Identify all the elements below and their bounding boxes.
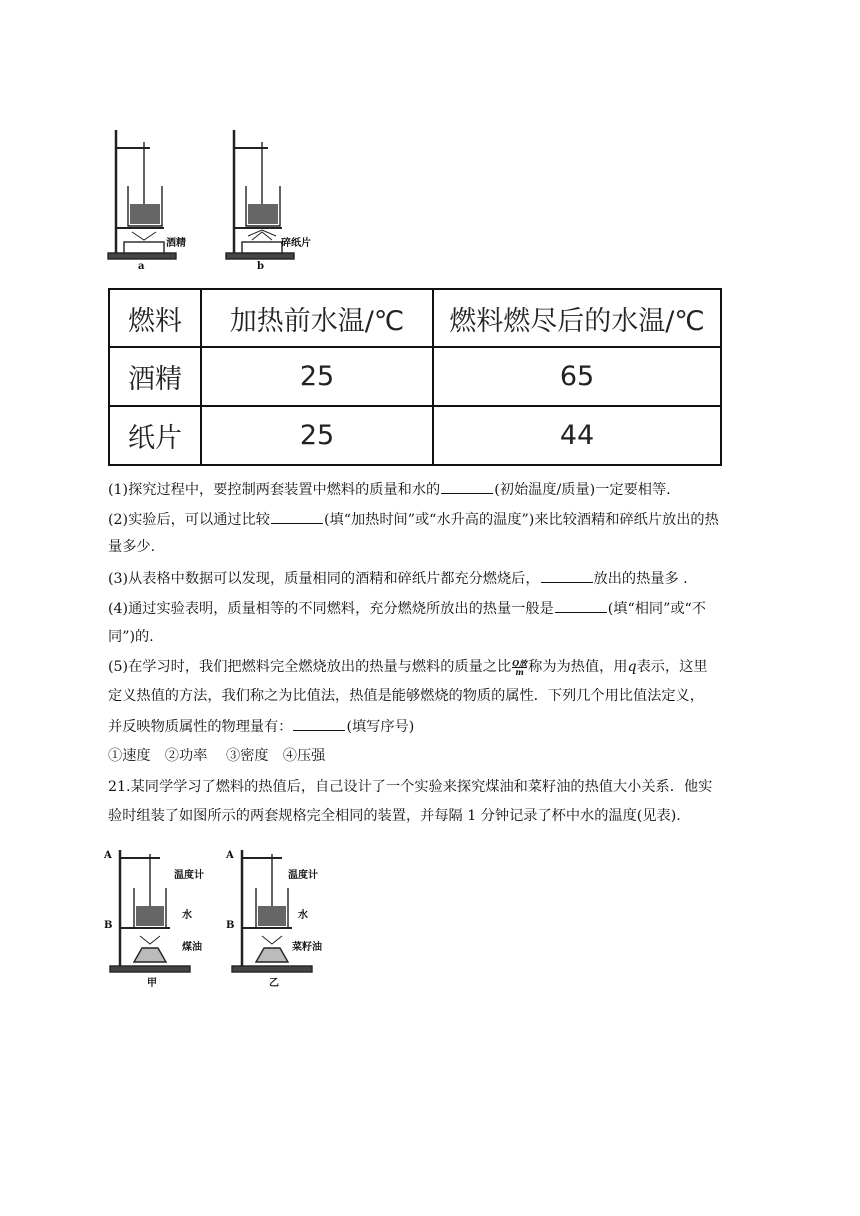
answer-blank — [441, 479, 493, 494]
yi-thermometer-label: 温度计 — [288, 870, 318, 881]
answer-blank — [293, 716, 345, 731]
question-5-line3: 并反映物质属性的物理量有： (填写序号) — [108, 716, 728, 737]
question-1: (1)探究过程中，要控制两套装置中燃料的质量和水的 (初始温度/质量)一定要相等. — [108, 479, 728, 500]
answer-blank — [541, 568, 593, 583]
apparatus-figure-bottom — [102, 844, 342, 990]
table-cell: 25 — [201, 347, 433, 406]
apparatus-b-caption: b — [257, 261, 264, 272]
table-cell: 44 — [433, 406, 721, 465]
table-header-cell: 燃料 — [109, 289, 201, 347]
question-5-line2: 定义热值的方法，我们称之为比值法，热值是能够燃烧的物质的属性．下列几个用比值法定义， — [108, 688, 704, 704]
answer-blank — [271, 509, 323, 524]
fuel-temperature-table — [108, 288, 722, 466]
table-cell: 25 — [201, 406, 433, 465]
jia-fuel-label: 煤油 — [182, 942, 202, 953]
question-5: (5)在学习时，我们把燃料完全燃烧放出的热量与燃料的质量之比 $\frac{\text{Q放}}{m}$ 称为为热值，用q表示，这里 — [108, 657, 708, 677]
question-4-cont: 同”)的. — [108, 629, 154, 645]
question-4: (4)通过实验表明，质量相等的不同燃料，充分燃烧所放出的热量一般是 (填“相同”或“不 — [108, 598, 728, 619]
yi-label-B: B — [226, 920, 235, 931]
question-3: (3)从表格中数据可以发现，质量相同的酒精和碎纸片都充分燃烧后， 放出的热量多 . — [108, 568, 728, 589]
question-21-line2: 验时组装了如图所示的两套规格完全相同的装置，并每隔 1 分钟记录了杯中水的温度(见表). — [108, 808, 681, 824]
table-cell: 65 — [433, 347, 721, 406]
question-21-line1: 21.某同学学习了燃料的热值后，自己设计了一个实验来探究煤油和菜籽油的热值大小关系．他实 — [108, 779, 713, 795]
question-5-options: ①速度 ②功率 ③密度 ④压强 — [108, 748, 326, 764]
question-2-cont: 量多少. — [108, 539, 156, 555]
apparatus-b-fuel-label: 碎纸片 — [281, 238, 311, 249]
table-row — [109, 406, 721, 465]
table-header-cell: 加热前水温/℃ — [201, 289, 433, 347]
table-header-cell: 燃料燃尽后的水温/℃ — [433, 289, 721, 347]
question-2: (2)实验后，可以通过比较 (填“加热时间”或“水升高的温度”)来比较酒精和碎纸片放出的热 — [108, 509, 728, 530]
apparatus-a-fuel-label: 酒精 — [166, 238, 186, 249]
jia-thermometer-label: 温度计 — [174, 870, 204, 881]
table-cell: 酒精 — [109, 347, 201, 406]
jia-label-A: A — [104, 850, 112, 861]
yi-fuel-label: 菜籽油 — [292, 942, 322, 953]
table-header-row — [109, 289, 721, 347]
yi-label-A: A — [226, 850, 234, 861]
apparatus-figure-top — [104, 128, 334, 273]
yi-water-label: 水 — [298, 910, 308, 921]
jia-water-label: 水 — [182, 910, 192, 921]
answer-blank — [555, 598, 607, 613]
table-row — [109, 347, 721, 406]
heat-value-fraction: $\frac{\text{Q放}}{m}$ — [512, 657, 528, 677]
jia-caption: 甲 — [147, 978, 157, 989]
apparatus-a-caption: a — [138, 261, 145, 272]
table-cell: 纸片 — [109, 406, 201, 465]
yi-caption: 乙 — [269, 978, 279, 989]
jia-label-B: B — [104, 920, 113, 931]
